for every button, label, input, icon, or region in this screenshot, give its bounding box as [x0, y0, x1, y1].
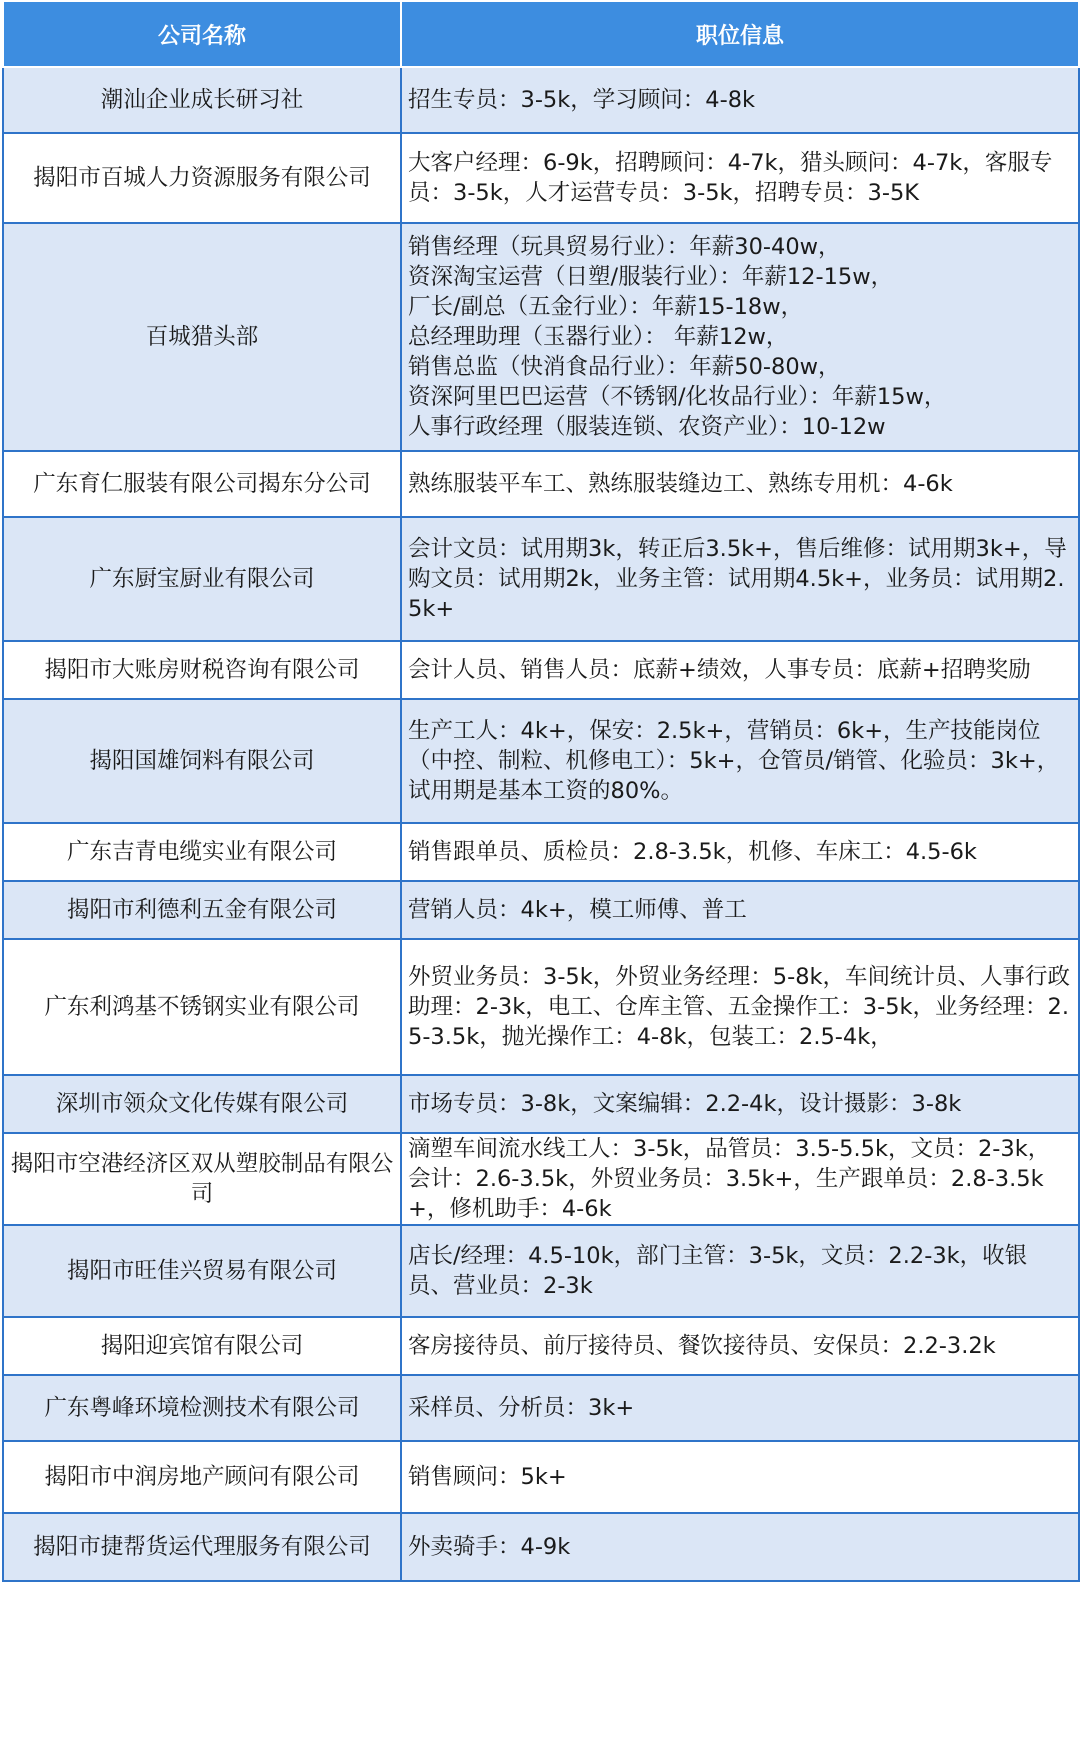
company-name-cell: 广东育仁服装有限公司揭东分公司 [3, 451, 401, 517]
table-row [3, 939, 1079, 1075]
positions-info-cell: 采样员、分析员：3k+ [401, 1375, 1079, 1441]
job-table [2, 0, 1080, 1582]
table-row [3, 1375, 1079, 1441]
positions-info-cell: 销售经理（玩具贸易行业）：年薪30-40w， 资深淘宝运营（日塑/服装行业）：年薪12-15w， 厂长/副总（五金行业）：年薪15-18w， 总经理助理（玉器行业）： 年薪12w， 销售总监（快消食品行业）：年薪50-80w， 资深阿里巴巴运营（不锈钢/化妆品行业）：年薪15w， 人事行政经理（服装连锁、农资产业）：10-12w [401, 223, 1079, 451]
company-name-cell: 广东粤峰环境检测技术有限公司 [3, 1375, 401, 1441]
company-name-cell: 揭阳市空港经济区双从塑胶制品有限公司 [3, 1133, 401, 1225]
positions-info-cell: 外卖骑手：4-9k [401, 1513, 1079, 1581]
company-name-cell: 揭阳国雄饲料有限公司 [3, 699, 401, 823]
positions-info-cell: 熟练服装平车工、熟练服装缝边工、熟练专用机：4-6k [401, 451, 1079, 517]
table-row [3, 823, 1079, 881]
table-row [3, 1441, 1079, 1513]
company-name-cell: 百城猎头部 [3, 223, 401, 451]
table-row [3, 1075, 1079, 1133]
company-name-cell: 潮汕企业成长研习社 [3, 67, 401, 133]
positions-info-cell: 会计人员、销售人员：底薪+绩效，人事专员：底薪+招聘奖励 [401, 641, 1079, 699]
table-body [3, 67, 1079, 1581]
company-name-cell: 揭阳迎宾馆有限公司 [3, 1317, 401, 1375]
company-name-cell: 揭阳市捷帮货运代理服务有限公司 [3, 1513, 401, 1581]
table-row [3, 223, 1079, 451]
company-name-cell: 广东吉青电缆实业有限公司 [3, 823, 401, 881]
table-row [3, 699, 1079, 823]
positions-info-cell: 大客户经理：6-9k，招聘顾问：4-7k，猎头顾问：4-7k，客服专员：3-5k，人才运营专员：3-5k，招聘专员：3-5K [401, 133, 1079, 223]
positions-info-cell: 营销人员：4k+，模工师傅、普工 [401, 881, 1079, 939]
positions-info-cell: 招生专员：3-5k，学习顾问：4-8k [401, 67, 1079, 133]
positions-info-cell: 客房接待员、前厅接待员、餐饮接待员、安保员：2.2-3.2k [401, 1317, 1079, 1375]
table-row [3, 517, 1079, 641]
positions-info-cell: 会计文员：试用期3k，转正后3.5k+，售后维修：试用期3k+，导购文员：试用期2k，业务主管：试用期4.5k+，业务员：试用期2.5k+ [401, 517, 1079, 641]
positions-info-cell: 生产工人：4k+，保安：2.5k+，营销员：6k+，生产技能岗位（中控、制粒、机修电工）：5k+，仓管员/销管、化验员：3k+，试用期是基本工资的80%。 [401, 699, 1079, 823]
positions-info-cell: 店长/经理：4.5-10k，部门主管：3-5k，文员：2.2-3k，收银员、营业员：2-3k [401, 1225, 1079, 1317]
company-name-cell: 广东利鸿基不锈钢实业有限公司 [3, 939, 401, 1075]
table-row [3, 641, 1079, 699]
company-name-cell: 揭阳市大账房财税咨询有限公司 [3, 641, 401, 699]
table-row [3, 133, 1079, 223]
table-row [3, 1133, 1079, 1225]
company-column-header: 公司名称 [3, 1, 401, 67]
table-row [3, 1513, 1079, 1581]
company-name-cell: 揭阳市旺佳兴贸易有限公司 [3, 1225, 401, 1317]
company-name-cell: 揭阳市中润房地产顾问有限公司 [3, 1441, 401, 1513]
company-name-cell: 揭阳市百城人力资源服务有限公司 [3, 133, 401, 223]
table-row [3, 1317, 1079, 1375]
company-name-cell: 深圳市领众文化传媒有限公司 [3, 1075, 401, 1133]
company-name-cell: 广东厨宝厨业有限公司 [3, 517, 401, 641]
positions-info-cell: 市场专员：3-8k，文案编辑：2.2-4k，设计摄影：3-8k [401, 1075, 1079, 1133]
table-row [3, 1225, 1079, 1317]
positions-info-cell: 销售跟单员、质检员：2.8-3.5k，机修、车床工：4.5-6k [401, 823, 1079, 881]
positions-info-cell: 滴塑车间流水线工人：3-5k，品管员：3.5-5.5k，文员：2-3k，会计：2.6-3.5k，外贸业务员：3.5k+，生产跟单员：2.8-3.5k+，修机助手：4-6k [401, 1133, 1079, 1225]
table-row [3, 881, 1079, 939]
table-row [3, 451, 1079, 517]
table-header-row [3, 1, 1079, 67]
positions-info-cell: 销售顾问：5k+ [401, 1441, 1079, 1513]
positions-column-header: 职位信息 [401, 1, 1079, 67]
positions-info-cell: 外贸业务员：3-5k，外贸业务经理：5-8k，车间统计员、人事行政助理：2-3k，电工、仓库主管、五金操作工：3-5k，业务经理：2.5-3.5k，抛光操作工：4-8k，包装工：2.5-4k， [401, 939, 1079, 1075]
company-name-cell: 揭阳市利德利五金有限公司 [3, 881, 401, 939]
table-row [3, 67, 1079, 133]
